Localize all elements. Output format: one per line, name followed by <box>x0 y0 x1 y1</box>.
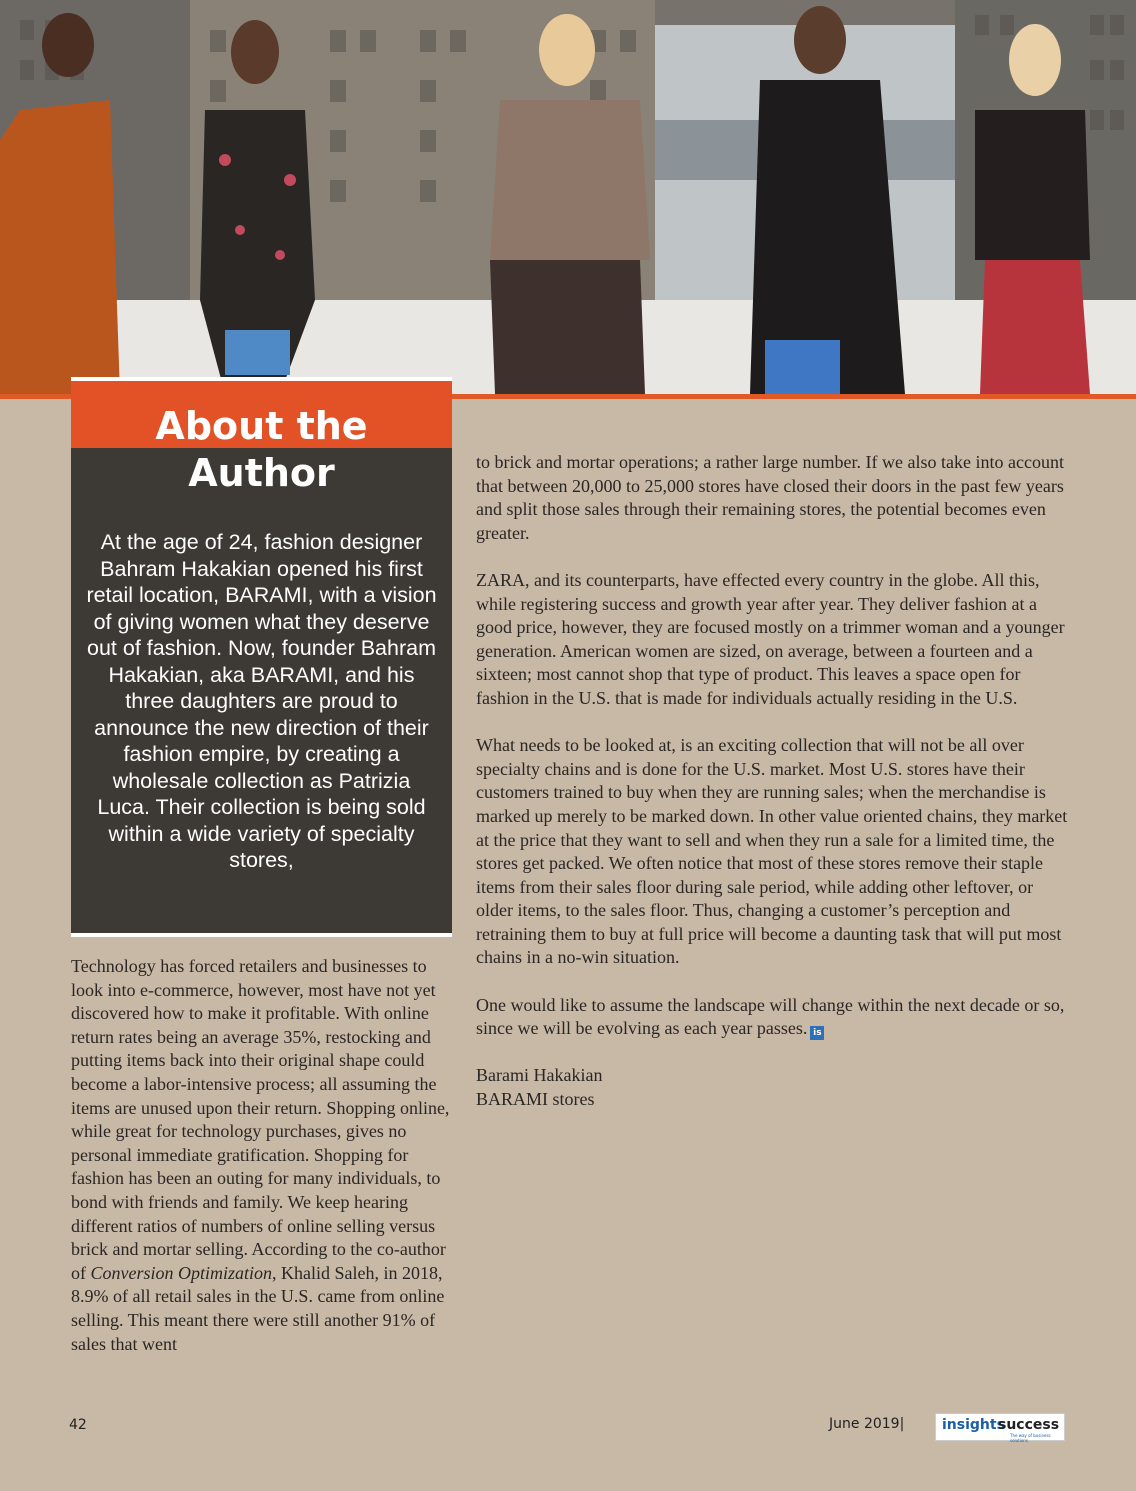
logo-part1: insights <box>942 1417 1005 1433</box>
book-title: Conversion Optimization <box>90 1262 273 1283</box>
right-paragraph-4 <box>476 994 1068 1041</box>
right-paragraph-2: ZARA, and its counterparts, have effected every country in the globe. All this, while registering success and growth year after year. They deliver fashion at a good price, however, they are focused mostly on a trimmer woman and a younger generation. American women are sized, on average, between a fourteen and a sixteen; most cannot shop that type of product. This leaves a space open for fashion in the U.S. that is made for individuals actually residing in the U.S. <box>476 569 1065 708</box>
hero-photo <box>0 0 1136 394</box>
signature <box>476 1064 1068 1111</box>
left-column-paragraph <box>71 955 455 1356</box>
right-paragraph-4-text: One would like to assume the landscape will change within the next decade or so, since we will be evolving as each year passes. <box>476 994 1065 1039</box>
right-column <box>476 451 1068 1112</box>
logo-part2: success <box>998 1417 1060 1433</box>
signature-company: BARAMI stores <box>476 1089 595 1110</box>
left-text-before: Technology has forced retailers and businesses to look into e-commerce, however, most have not yet discovered how to make it profitable. With online return rates being an average 35%, restocking and putting items back into their original shape could become a labor-intensive process; all assuming the items are unused upon their return. Shopping online, while great for technology purchases, gives no personal immediate gratification. Shopping for fashion has been an outing for many individuals, to bond with friends and family. We keep hearing different ratios of numbers of online selling versus brick and mortar selling. According to the co-author of <box>71 956 450 1283</box>
author-box-title <box>71 403 452 497</box>
signature-name: Barami Hakakian <box>476 1065 603 1086</box>
right-paragraph-3: What needs to be looked at, is an exciting collection that will not be all over specialty chains and is done for the U.S. market. Most U.S. stores have their customers trained to buy when they are running sales; when the merchandise is marked up merely to be marked down. In other value oriented chains, they market at the price that they want to sell and when they run a sale for a limited time, the stores get packed. We often notice that most of these stores remove their staple items from their sales floor during sale period, while adding other leftover, or older items, to the sales floor. Thus, changing a customer’s perception and retraining them to buy at full price will become a daunting task that will put most chains in a no-win situation. <box>476 735 1068 968</box>
page-number: 42 <box>69 1417 87 1433</box>
author-title-line2: Author <box>188 451 335 495</box>
hero-photo-illustration <box>0 0 1136 394</box>
issue-date: June 2019| <box>829 1416 905 1432</box>
left-column <box>71 955 455 1356</box>
author-box <box>71 377 452 937</box>
left-text-after: , Khalid Saleh, in 2018, 8.9% of all retail sales in the U.S. came from online selling. This meant there were still another 91% of sales that went <box>71 1262 445 1354</box>
logo-tagline: The way of business solutions <box>1010 1433 1051 1443</box>
right-paragraph-1: to brick and mortar operations; a rather large number. If we also take into account that between 20,000 to 25,000 stores have closed their doors in the past few years and split those sales through their remaining stores, the potential becomes even greater. <box>476 452 1064 543</box>
author-bio: At the age of 24, fashion designer Bahram Hakakian opened his first retail location, BARAMI, with a vision of giving women what they deserve out of fashion. Now, founder Bahram Hakakian, aka BARAMI, and his three daughters are proud to announce the new direction of their fashion empire, by creating a wholesale collection as Patrizia Luca. Their collection is being sold within a wide variety of specialty stores, <box>86 530 437 872</box>
author-title-line1: About the <box>155 404 368 448</box>
is-end-mark-icon: is <box>810 1026 824 1040</box>
insights-success-logo <box>935 1413 1065 1441</box>
